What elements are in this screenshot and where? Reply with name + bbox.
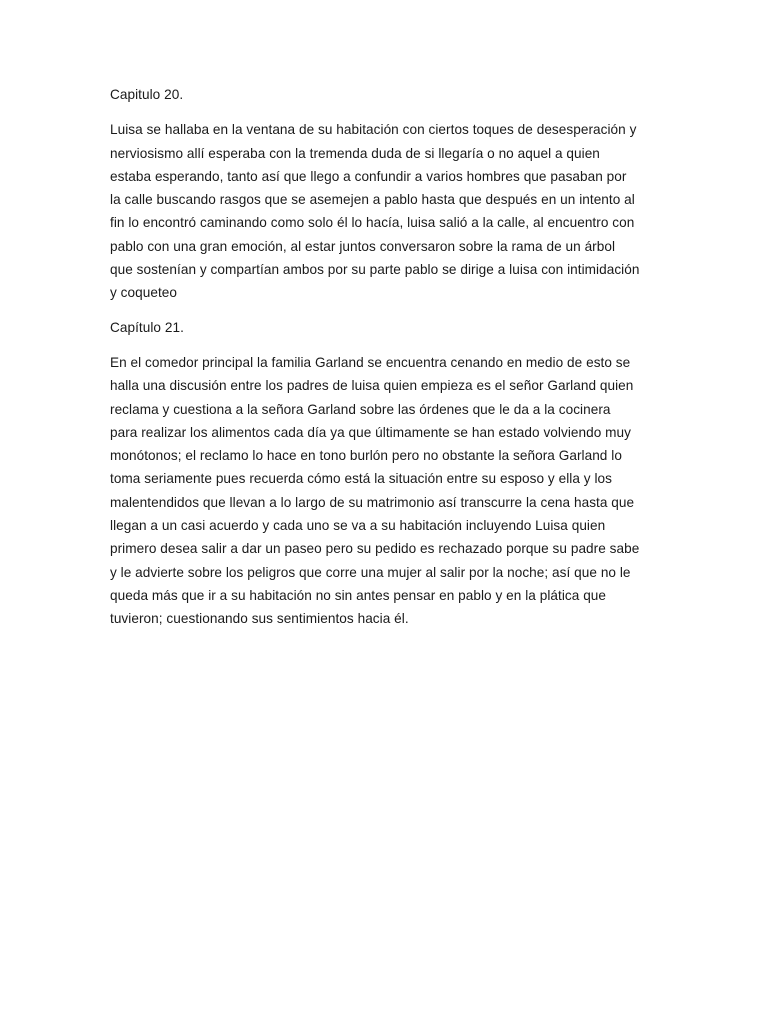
paragraph-line: la calle buscando rasgos que se asemejen a pablo hasta que después en un intento al xyxy=(110,192,635,208)
chapter-21-title: Capítulo 21. xyxy=(110,319,184,335)
paragraph-line: para realizar los alimentos cada día ya que últimamente se han estado volviendo muy xyxy=(110,424,632,440)
paragraph-line: y le advierte sobre los peligros que corre una mujer al salir por la noche; así que no le xyxy=(110,564,631,580)
paragraph-line: fin lo encontró caminando como solo él lo hacía, luisa salió a la calle, al encuentro con xyxy=(110,215,635,231)
paragraph-line: En el comedor principal la familia Garland se encuentra cenando en medio de esto se xyxy=(110,354,631,370)
document-body xyxy=(110,83,662,631)
paragraph-line: malentendidos que llevan a lo largo de su matrimonio así transcurre la cena hasta que xyxy=(110,494,635,510)
spacer xyxy=(110,305,662,316)
paragraph-line: llegan a un casi acuerdo y cada uno se va a su habitación incluyendo Luisa quien xyxy=(110,518,606,534)
spacer xyxy=(110,339,662,351)
paragraph-line: estaba esperando, tanto así que llego a confundir a varios hombres que pasaban por xyxy=(110,168,627,184)
paragraph-line: tuvieron; cuestionando sus sentimientos hacia él. xyxy=(110,611,409,627)
paragraph-line: queda más que ir a su habitación no sin antes pensar en pablo y en la plática que xyxy=(110,587,607,603)
chapter-21-paragraph xyxy=(110,351,662,631)
paragraph-line: halla una discusión entre los padres de luisa quien empieza es el señor Garland quien xyxy=(110,378,634,394)
paragraph-line: nerviosismo allí esperaba con la tremenda duda de si llegaría o no aquel a quien xyxy=(110,145,600,161)
chapter-20-title: Capitulo 20. xyxy=(110,87,184,102)
chapter-20-heading xyxy=(110,83,662,106)
paragraph-line: y coqueteo xyxy=(110,285,178,301)
paragraph-line: monótonos; el reclamo lo hace en tono burlón pero no obstante la señora Garland lo xyxy=(110,448,622,464)
chapter-20-paragraph xyxy=(110,118,662,304)
paragraph-line: primero desea salir a dar un paseo pero su pedido es rechazado porque su padre sabe xyxy=(110,541,640,557)
paragraph-line: que sostenían y compartían ambos por su parte pablo se dirige a luisa con intimidación xyxy=(110,262,640,278)
chapter-21-heading xyxy=(110,316,662,339)
paragraph-line: toma seriamente pues recuerda cómo está la situación entre su esposo y ella y los xyxy=(110,471,612,487)
paragraph-line: Luisa se hallaba en la ventana de su habitación con ciertos toques de desesperación y xyxy=(110,122,637,138)
paragraph-line: pablo con una gran emoción, al estar juntos conversaron sobre la rama de un árbol xyxy=(110,238,616,254)
spacer xyxy=(110,106,662,118)
paragraph-line: reclama y cuestiona a la señora Garland sobre las órdenes que le da a la cocinera xyxy=(110,401,611,417)
